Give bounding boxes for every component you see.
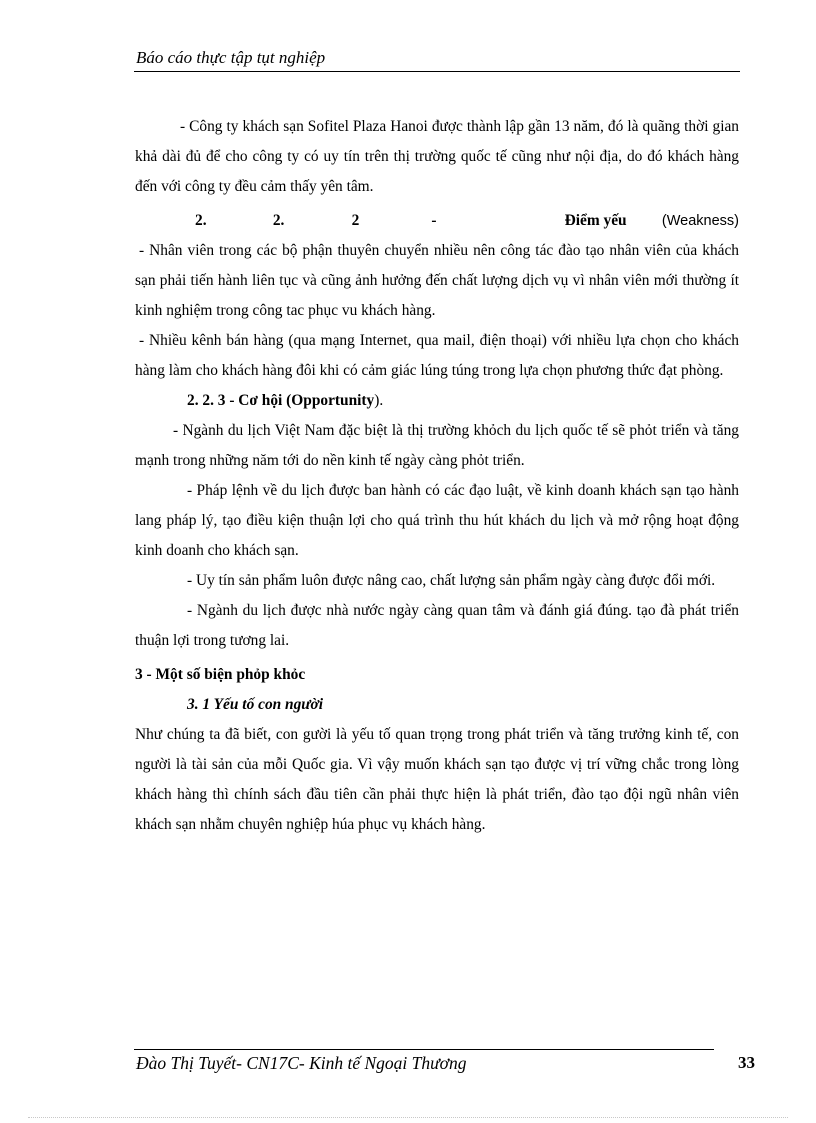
paragraph-opportunity-law: - Pháp lệnh về du lịch được ban hành có các đạo luật, về kinh doanh khách sạn tạo hành lang pháp lý, tạo điều kiện thuận lợi cho quá trình thu hút khách du lịch và mở rộng hoạt động kinh doanh cho khách sạn.: [135, 482, 739, 559]
paragraph-opportunity-reputation: - Uy tín sản phẩm luôn được nâng cao, chất lượng sản phẩm ngày càng được đổi mới.: [187, 572, 716, 589]
section-heading-measures: 3 - Một số biện phỏp khỏc: [135, 666, 306, 683]
footer-divider: [134, 1049, 714, 1050]
heading-opportunity-label: 2. 2. 3 - Cơ hội (Opportunity: [187, 392, 375, 409]
paragraph-opportunity-government: - Ngành du lịch được nhà nước ngày càng quan tâm và đánh giá đúng. tạo đà phát triển thuận lợi trong tương lai.: [135, 602, 739, 649]
heading-opportunity: [135, 386, 739, 416]
paragraph-weakness-staff: - Nhân viên trong các bộ phận thuyên chuyển nhiều nên công tác đào tạo nhân viên của khách sạn phải tiến hành liên tục và cũng ảnh hưởng đến chất lượng dịch vụ vì nhân viên mới thường ít kinh nghiệm trong công tac phục vu khách hàng.: [135, 242, 739, 319]
heading-dash: -: [431, 212, 437, 229]
heading-weakness-title: Điểm yếu: [564, 212, 627, 229]
heading-weakness-english: (Weakness): [661, 213, 739, 229]
paragraph-opportunity-tourism: - Ngành du lịch Việt Nam đặc biệt là thị trường khỏch du lịch quốc tế sẽ phỏt triển và tăng mạnh trong những năm tới do nền kinh tế ngày càng phỏt triển.: [135, 422, 739, 469]
document-body: [135, 112, 739, 840]
page-header-title: Báo cáo thực tập tụt nghiệp: [136, 48, 326, 67]
header-divider: [134, 71, 740, 72]
heading-opportunity-tail: ).: [374, 392, 384, 409]
page-bottom-border: [28, 1117, 788, 1118]
heading-number-1: 2.: [195, 212, 207, 229]
heading-number-3: 2: [351, 212, 360, 229]
heading-number-2: 2.: [272, 212, 285, 229]
paragraph-strength: - Công ty khách sạn Sofitel Plaza Hanoi được thành lập gần 13 năm, đó là quãng thời gian khả dài đủ để cho công ty có uy tín trên thị trường quốc tế cũng như nội địa, do đó khách hàng đến với công ty đều cảm thấy yên tâm.: [135, 118, 739, 195]
paragraph-human-factor: Như chúng ta đã biết, con gười là yếu tố quan trọng trong phát triển và tăng trưởng kinh tế, con người là tài sản của mỗi Quốc gia. Vì vậy muốn khách sạn tạo được vị trí vững chắc trong lòng khách hàng thì chính sách đầu tiên cần phải thực hiện là phát triển, đào tạo đội ngũ nhân viên khách sạn nhằm chuyên nghiệp húa phục vụ khách hàng.: [135, 726, 739, 833]
paragraph-weakness-channels: - Nhiều kênh bán hàng (qua mạng Internet, qua mail, điện thoại) với nhiều lựa chọn cho khách hàng làm cho khách hàng đôi khi có cảm giác lúng túng trong lựa chọn phương thức đạt phòng.: [135, 332, 739, 379]
subsection-heading-human-factor: 3. 1 Yếu tố con người: [187, 696, 324, 713]
page-number: 33: [738, 1053, 755, 1072]
footer-author: Đào Thị Tuyết- CN17C- Kinh tế Ngoại Thương: [136, 1053, 467, 1073]
heading-weakness: [135, 206, 739, 236]
